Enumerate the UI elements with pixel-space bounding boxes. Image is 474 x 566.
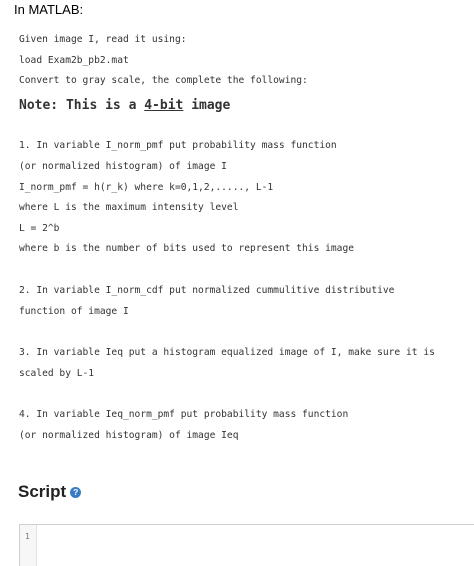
task-4-line-2: (or normalized histogram) of image Ieq (19, 430, 239, 441)
task-4-line-1: 4. In variable Ieq_norm_pmf put probability mass function (19, 409, 349, 420)
task-3-line-2: scaled by L-1 (19, 368, 95, 379)
task-2-line-1: 2. In variable I_norm_cdf put normalized cummulitive distributive (19, 285, 395, 296)
note-suffix: image (183, 98, 231, 113)
intro-line-3: Convert to gray scale, the complete the following: (19, 75, 308, 86)
task-2-line-2: function of image I (19, 306, 129, 317)
code-input-area[interactable] (37, 525, 474, 566)
script-title: Script (18, 482, 67, 501)
editor-gutter (20, 525, 37, 566)
note-line (19, 98, 230, 113)
page-heading: In MATLAB: (14, 2, 84, 17)
intro-line-2: load Exam2b_pb2.mat (19, 55, 129, 66)
task-1-line-4: where L is the maximum intensity level (19, 202, 239, 213)
task-1-line-1: 1. In variable I_norm_pmf put probability mass function (19, 140, 337, 151)
help-icon[interactable]: ? (70, 487, 81, 498)
script-heading (18, 482, 81, 502)
note-prefix: Note: This is a (19, 98, 145, 113)
intro-line-1: Given image I, read it using: (19, 34, 187, 45)
code-editor[interactable] (19, 524, 474, 566)
task-1-line-6: where b is the number of bits used to represent this image (19, 243, 355, 254)
task-1-line-3: I_norm_pmf = h(r_k) where k=0,1,2,....., L-1 (19, 182, 274, 193)
task-1-line-2: (or normalized histogram) of image I (19, 161, 227, 172)
task-3-line-1: 3. In variable Ieq put a histogram equalized image of I, make sure it is (19, 347, 435, 358)
line-number: 1 (25, 532, 30, 541)
note-bit-depth: 4-bit (144, 98, 184, 113)
task-1-line-5: L = 2^b (19, 223, 60, 234)
